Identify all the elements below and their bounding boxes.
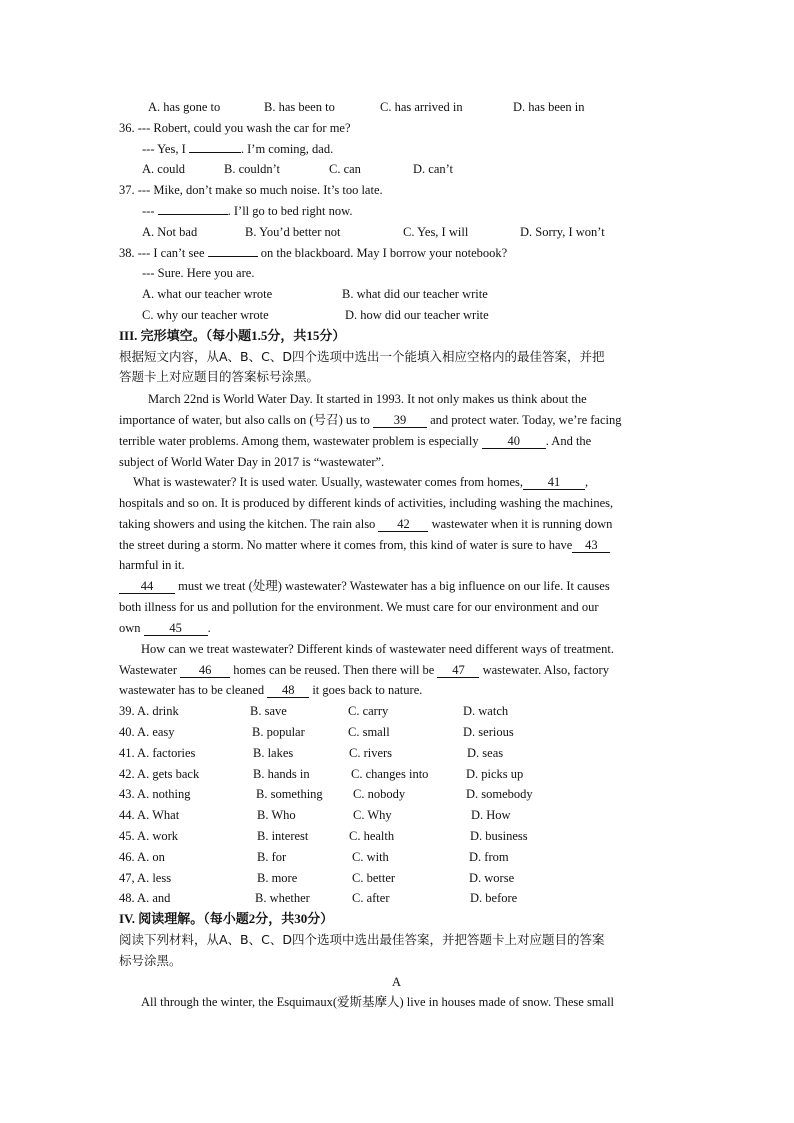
- passage-line: March 22nd is World Water Day. It started in 1993. It not only makes us think about the: [148, 392, 587, 406]
- option-d: D. picks up: [466, 767, 524, 781]
- option-c: C. health: [349, 829, 395, 843]
- q38-option-c: C. why our teacher wrote: [142, 308, 269, 322]
- passage-line: harmful in it.: [119, 558, 185, 572]
- passage-line: taking showers and using the kitchen. The rain also 42 wastewater when it is running down: [119, 517, 613, 531]
- option-d: D. watch: [463, 704, 509, 718]
- blank-41: 41: [523, 476, 585, 490]
- blank-42: 42: [378, 518, 428, 532]
- q36-option-b: B. couldn’t: [224, 162, 281, 176]
- option-a: 47, A. less: [119, 871, 172, 885]
- q37-response: --- . I’ll go to bed right now.: [142, 204, 353, 218]
- option-c: C. small: [348, 725, 390, 739]
- blank: [158, 214, 228, 215]
- option-c: C. with: [352, 850, 389, 864]
- blank-40: 40: [482, 435, 546, 449]
- blank-44: 44: [119, 580, 175, 594]
- passage-line: importance of water, but also calls on (号召) us to 39 and protect water. Today, we’re facing: [119, 413, 622, 427]
- option-b: B. interest: [257, 829, 309, 843]
- option-b: B. save: [250, 704, 287, 718]
- passage-line: both illness for us and pollution for the environment. We must care for our environment and our: [119, 600, 599, 614]
- option-b: B. popular: [252, 725, 305, 739]
- passage-line: 44 must we treat (处理) wastewater? Wastewater has a big influence on our life. It causes: [119, 578, 610, 594]
- blank-48: 48: [267, 684, 309, 698]
- q37-option-c: C. Yes, I will: [403, 225, 469, 239]
- section-4-instructions-line1: 阅读下列材料，从A、B、C、D四个选项中选出最佳答案，并把答题卡上对应题目的答案: [119, 932, 605, 947]
- q35-option-c: C. has arrived in: [380, 100, 463, 114]
- option-a: 43. A. nothing: [119, 787, 191, 801]
- passage-line: terrible water problems. Among them, wastewater problem is especially 40 . And the: [119, 434, 592, 448]
- blank-39: 39: [373, 414, 427, 428]
- option-a: 41. A. factories: [119, 746, 196, 760]
- option-c: C. carry: [348, 704, 389, 718]
- option-b: B. for: [257, 850, 287, 864]
- blank-47: 47: [437, 664, 479, 678]
- q36-response: --- Yes, I . I’m coming, dad.: [142, 142, 334, 156]
- section-4-instructions-line2: 标号涂黑。: [119, 953, 182, 968]
- blank-46: 46: [180, 664, 230, 678]
- q37-option-b: B. You’d better not: [245, 225, 341, 239]
- option-d: D. worse: [469, 871, 515, 885]
- q37-option-d: D. Sorry, I won’t: [520, 225, 605, 239]
- option-c: C. rivers: [349, 746, 393, 760]
- option-c: C. after: [352, 891, 390, 905]
- option-d: D. business: [470, 829, 528, 843]
- blank-45: 45: [144, 622, 208, 636]
- option-d: D. serious: [463, 725, 514, 739]
- option-a: 42. A. gets back: [119, 767, 200, 781]
- option-d: D. somebody: [466, 787, 533, 801]
- section-4-title: IV. 阅读理解。（每小题2分，共30分）: [119, 911, 334, 926]
- option-d: D. How: [471, 808, 511, 822]
- q38-question: 38. --- I can’t see on the blackboard. May I borrow your notebook?: [119, 246, 508, 260]
- blank: [189, 152, 241, 153]
- passage-line: the street during a storm. No matter where it comes from, this kind of water is sure to have 43: [119, 537, 610, 553]
- option-b: B. more: [257, 871, 298, 885]
- option-c: C. nobody: [353, 787, 406, 801]
- passage-a-line: All through the winter, the Esquimaux(爱斯基摩人) live in houses made of snow. These small: [141, 995, 615, 1009]
- q36-question: 36. --- Robert, could you wash the car for me?: [119, 121, 351, 135]
- option-b: B. lakes: [253, 746, 294, 760]
- q36-option-c: C. can: [329, 162, 361, 176]
- section-3-instructions-line1: 根据短文内容，从A、B、C、D四个选项中选出一个能填入相应空格内的最佳答案，并把: [119, 349, 605, 364]
- q38-option-b: B. what did our teacher write: [342, 287, 488, 301]
- section-3-title: III. 完形填空。（每小题1.5分，共15分）: [119, 328, 346, 343]
- q35-option-b: B. has been to: [264, 100, 335, 114]
- passage-line: How can we treat wastewater? Different kinds of wastewater need different ways of treatment.: [141, 642, 614, 656]
- option-c: C. better: [352, 871, 396, 885]
- section-3-instructions-line2: 答题卡上对应题目的答案标号涂黑。: [119, 369, 320, 384]
- passage-line: wastewater has to be cleaned 48 it goes back to nature.: [119, 683, 423, 697]
- passage-line: own 45 .: [119, 621, 211, 635]
- option-b: B. Who: [257, 808, 296, 822]
- passage-line: hospitals and so on. It is produced by different kinds of activities, including washing the machines,: [119, 496, 614, 510]
- q35-option-a: A. has gone to: [148, 100, 221, 114]
- option-a: 45. A. work: [119, 829, 179, 843]
- option-c: C. Why: [353, 808, 392, 822]
- passage-line: subject of World Water Day in 2017 is “wastewater”.: [119, 455, 385, 469]
- passage-line: Wastewater 46 homes can be reused. Then there will be 47 wastewater. Also, factory: [119, 663, 609, 677]
- blank-43: 43: [572, 539, 610, 553]
- blank: [208, 256, 258, 257]
- q36-option-d: D. can’t: [413, 162, 454, 176]
- option-d: D. before: [470, 891, 518, 905]
- q36-option-a: A. could: [142, 162, 186, 176]
- q37-option-a: A. Not bad: [142, 225, 198, 239]
- option-a: 44. A. What: [119, 808, 180, 822]
- option-a: 39. A. drink: [119, 704, 179, 718]
- passage-line: What is wastewater? It is used water. Usually, wastewater comes from homes, 41 ,: [133, 475, 589, 489]
- q38-option-d: D. how did our teacher write: [345, 308, 489, 322]
- q37-question: 37. --- Mike, don’t make so much noise. It’s too late.: [119, 183, 383, 197]
- option-b: B. whether: [255, 891, 310, 905]
- option-a: 40. A. easy: [119, 725, 175, 739]
- q38-response: --- Sure. Here you are.: [142, 266, 255, 280]
- option-c: C. changes into: [351, 767, 429, 781]
- part-a-heading: A: [392, 975, 402, 989]
- option-d: D. seas: [467, 746, 504, 760]
- option-a: 48. A. and: [119, 891, 171, 905]
- option-b: B. hands in: [253, 767, 310, 781]
- option-a: 46. A. on: [119, 850, 165, 864]
- option-d: D. from: [469, 850, 509, 864]
- q35-option-d: D. has been in: [513, 100, 585, 114]
- option-b: B. something: [256, 787, 323, 801]
- q38-option-a: A. what our teacher wrote: [142, 287, 273, 301]
